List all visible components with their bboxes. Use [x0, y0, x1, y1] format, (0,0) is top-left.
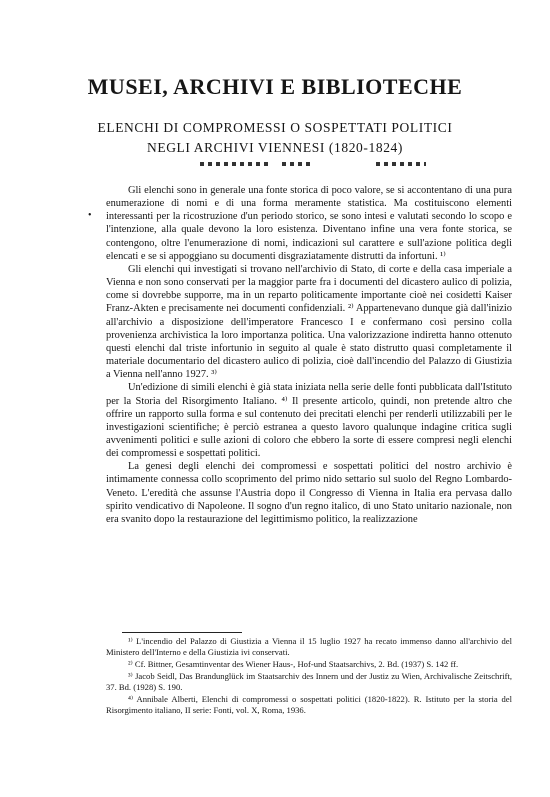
article-subtitle-line-2: NEGLI ARCHIVI VIENNESI (1820-1824)	[147, 140, 403, 155]
footnote: ¹⁾ L'incendio del Palazzo di Giustizia a Vienna il 15 luglio 1927 ha recato immenso danno all'archivio del Ministero dell'Interno e della Giustizia ivi conservati.	[106, 636, 512, 658]
article-body	[106, 184, 512, 526]
article-subtitle-line-1: ELENCHI DI COMPROMESSI O SOSPETTATI POLITICI	[97, 120, 453, 135]
margin-mark: •	[88, 210, 92, 221]
body-paragraph: Un'edizione di simili elenchi è già stata iniziata nella serie delle fonti pubblicata dall'Istituto per la Storia del Risorgimento Italiano. ⁴⁾ Il presente articolo, quindi, non pretende altro che offrire un rapporto sulla forma e sul contenuto dei precitati elenchi per renderli utilizzabili per le investigazioni scientifiche; è perciò estranea a questo lavoro qualunque indagine critica sugli avvenimenti politici e sulle azioni di coloro che ebbero la sorte di essere compresi negli elenchi dei compromessi e sospettati politici.	[106, 382, 512, 460]
body-paragraph: La genesi degli elenchi dei compromessi e sospettati politici del nostro archivio è intimamente connessa collo scoprimento del primo nido settario sul suolo del Regno Lombardo-Veneto. L'eredità che assunse l'Austria dopo il Congresso di Vienna in Italia era pervasa dallo spirito vendicativo di Napoleone. Il sogno d'un regno italico, di uno Stato unitario nazionale, non era svanito dopo la restaurazione del legittimismo politico, la realizzazione	[106, 461, 512, 525]
footnote: ³⁾ Jacob Seidl, Das Brandunglück im Staatsarchiv des Innern und der Justiz zu Wien, Archivalische Zeitschrift, 37. Bd. (1928) S. 190.	[106, 670, 512, 692]
footnote-divider	[122, 632, 242, 633]
page-title: MUSEI, ARCHIVI E BIBLIOTECHE	[87, 74, 463, 99]
footnote: ²⁾ Cf. Bittner, Gesamtinventar des Wiener Haus-, Hof-und Staatsarchivs, 2. Bd. (1937) S. 142 ff.	[128, 658, 459, 669]
body-paragraph: Gli elenchi qui investigati si trovano nell'archivio di Stato, di corte e della casa imperiale a Vienna e non sono conservati per la maggior parte fra i documenti del dicastero aulico di polizia, come si dovrebbe supporre, ma in un reparto politicamente importante cioè nei cosidetti Kaiser Franz-Akten e precisamente nei documenti confidenziali. ²⁾ Appartenevano dunque già dall'inizio all'archivio a disposizione dell'imperatore Francesco I e confermano così persino colla provenienza archivistica la loro importanza politica. Una valorizzazione indiretta hanno ottenuto questi elenchi dal triste infortunio in seguito al quale è stato distrutto quasi completamente il materiale documentario del dicastero aulico di polizia, cioè dall'incendio del Palazzo di Giustizia a Vienna nell'anno 1927. ³⁾	[106, 263, 512, 381]
scan-noise-mark	[282, 162, 314, 166]
scan-noise-mark	[200, 162, 270, 166]
footnotes	[106, 636, 512, 716]
scan-noise-mark	[376, 162, 426, 166]
footnote: ⁴⁾ Annibale Alberti, Elenchi di compromessi o sospettati politici (1820-1822). R. Istituto per la storia del Risorgimento italiano, II serie: Fonti, vol. X, Roma, 1936.	[106, 693, 512, 715]
body-paragraph: Gli elenchi sono in generale una fonte storica di poco valore, se si accontentano di una pura enumerazione di nomi e di una forma meramente statistica. Ma costituiscono elementi interessanti per la ricostruzione d'un periodo storico, se sono intesi e valutati secondo lo scopo e l'intenzione, alla quale devono la loro esistenza. Diventano infine una vera fonte storica, se contengono, oltre l'enumerazione di nomi, indicazioni sul carattere e sull'azione politica degli elencati e se si appoggiano su documenti disgraziatamente distrutti da infortuni. ¹⁾	[106, 185, 512, 262]
